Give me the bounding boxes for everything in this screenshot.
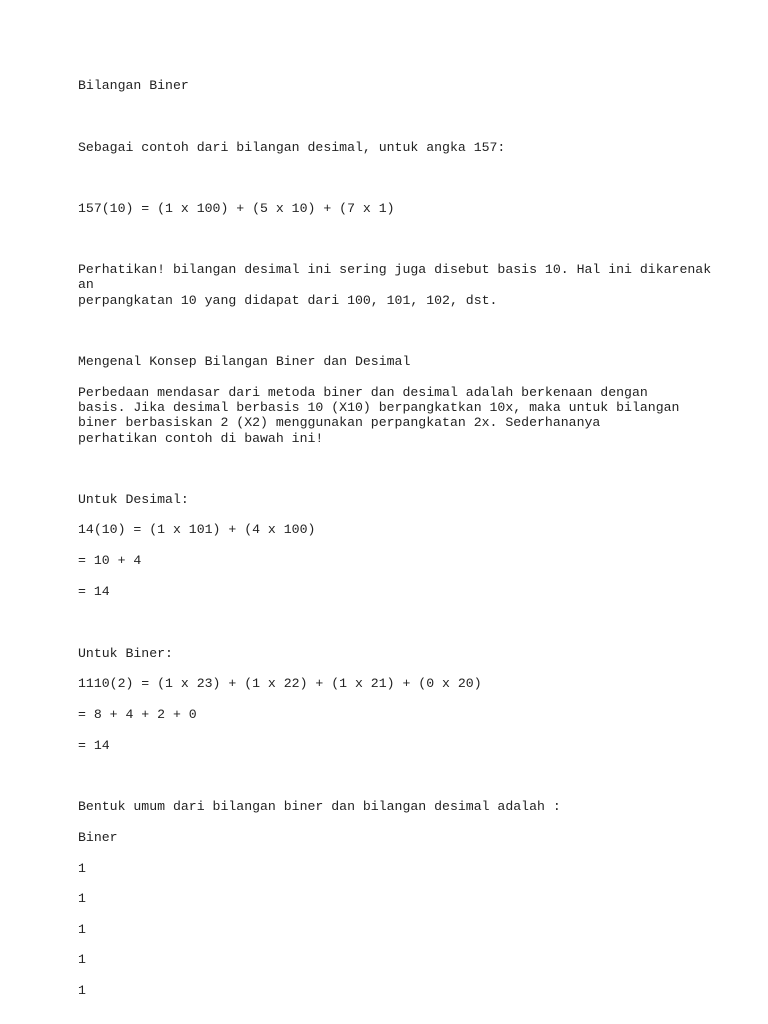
decimal-equation-1: 14(10) = (1 x 101) + (4 x 100) [78,522,316,537]
binary-equation-2: = 8 + 4 + 2 + 0 [78,707,197,722]
binary-label: Untuk Biner: [78,646,173,661]
biner-heading: Biner [78,830,118,845]
paragraph-line-2: basis. Jika desimal berbasis 10 (X10) berpangkatkan 10x, maka untuk bilangan [78,400,680,415]
intro-text: Sebagai contoh dari bilangan desimal, untuk angka 157: [78,140,506,155]
binary-equation-3: = 14 [78,738,110,753]
biner-value: 1 [78,983,86,998]
biner-value: 1 [78,952,86,967]
paragraph-line-3: biner berbasiskan 2 (X2) menggunakan perpangkatan 2x. Sederhananya [78,415,601,430]
decimal-equation-2: = 10 + 4 [78,553,142,568]
decimal-label: Untuk Desimal: [78,492,189,507]
biner-value: 1 [78,861,86,876]
example-157-equation: 157(10) = (1 x 100) + (5 x 10) + (7 x 1) [78,201,395,216]
decimal-equation-3: = 14 [78,584,110,599]
note-line-3: perpangkatan 10 yang didapat dari 100, 101, 102, dst. [78,293,498,308]
paragraph-line-1: Perbedaan mendasar dari metoda biner dan desimal adalah berkenaan dengan [78,385,648,400]
note-line-1: Perhatikan! bilangan desimal ini sering juga disebut basis 10. Hal ini dikarenak [78,262,712,277]
section-heading: Mengenal Konsep Bilangan Biner dan Desimal [78,354,411,369]
binary-equation-1: 1110(2) = (1 x 23) + (1 x 22) + (1 x 21) + (0 x 20) [78,676,482,691]
document-title: Bilangan Biner [78,78,189,93]
biner-value: 1 [78,891,86,906]
note-line-2: an [78,277,94,292]
paragraph-line-4: perhatikan contoh di bawah ini! [78,431,324,446]
general-form-text: Bentuk umum dari bilangan biner dan bilangan desimal adalah : [78,799,561,814]
biner-value: 1 [78,922,86,937]
